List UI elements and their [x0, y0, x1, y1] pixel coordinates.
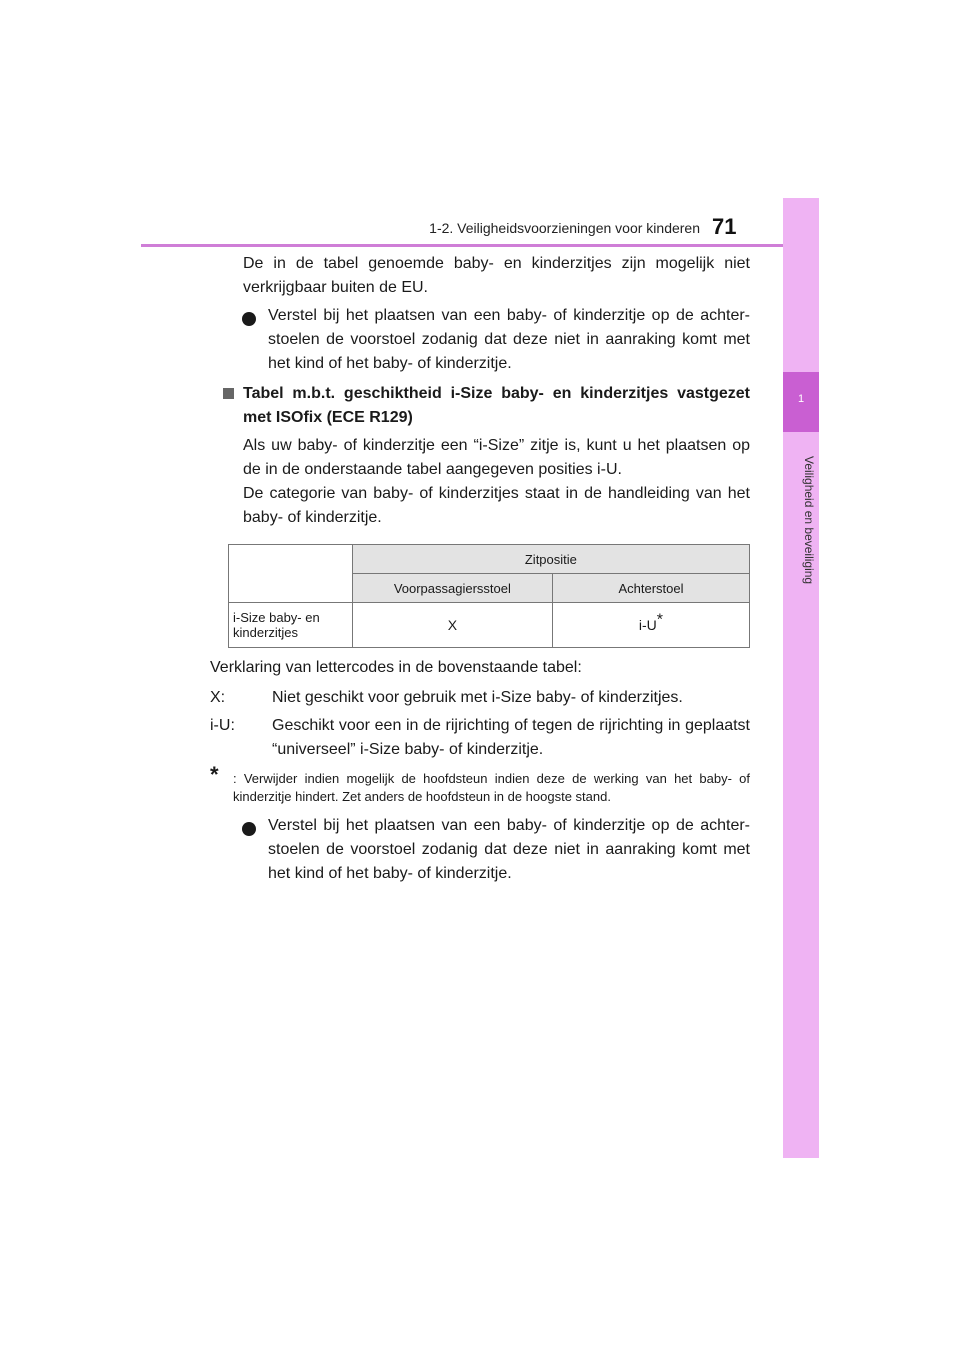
header-rule: [141, 244, 819, 247]
section-heading: [210, 382, 750, 430]
section-heading-text: Tabel m.b.t. geschiktheid i-Size baby- en kinderzitjes vastgezet met ISOfix (ECE R129): [243, 385, 750, 426]
footnote: [210, 762, 750, 806]
bullet-dot-icon: [242, 312, 256, 326]
square-bullet-icon: [223, 388, 234, 399]
bullet-dot-icon: [242, 822, 256, 836]
side-tab-number: 1: [797, 393, 805, 405]
bullet-item: [210, 814, 750, 886]
side-tab-label: Veiligheid en beveiliging: [802, 455, 816, 585]
legend-text: Niet geschikt voor gebruik met i-Size baby- of kinderzitjes.: [272, 689, 683, 706]
table-cell: X: [352, 603, 552, 648]
footnote-asterisk: *: [210, 762, 219, 787]
legend-item: [210, 714, 750, 762]
isize-suitability-table: [228, 544, 750, 648]
table-row-label: i-Size baby- en kinderzitjes: [229, 603, 353, 648]
legend-title: Verklaring van lettercodes in de bovenstaande tabel:: [210, 659, 582, 676]
intro-paragraph: De in de tabel genoemde baby- en kinderzitjes zijn mogelijk niet verkrijgbaar buiten de EU.: [243, 255, 750, 296]
legend-key: i-U:: [210, 717, 235, 734]
table-cell-value: i-U: [638, 617, 657, 633]
header-section-title: 1-2. Veiligheidsvoorzieningen voor kinderen: [429, 220, 700, 236]
main-content: [210, 252, 750, 892]
bullet-item: [210, 304, 750, 376]
legend-text: Geschikt voor een in de rijrichting of tegen de rijrichting in geplaatst “universeel” i-Size baby- of kinderzitje.: [272, 717, 750, 758]
bullet-text: Verstel bij het plaatsen van een baby- of kinderzitje op de achter-stoelen de voorstoel zodanig dat deze niet in aanraking komt met het kind of het baby- of kinderzitje.: [268, 307, 750, 372]
isize-paragraph: Als uw baby- of kinderzitje een “i-Size” zitje is, kunt u het plaatsen op de in de onderstaande tabel aangegeven posities i-U.: [243, 437, 750, 478]
footnote-marker: *: [656, 611, 664, 629]
table-col-header: Achterstoel: [552, 574, 749, 603]
category-paragraph: De categorie van baby- of kinderzitjes staat in de handleiding van het baby- of kinderzitje.: [243, 485, 750, 526]
legend-key: X:: [210, 689, 226, 706]
table-corner-cell: [229, 545, 353, 603]
footnote-text: : Verwijder indien mogelijk de hoofdsteun indien deze de werking van het baby- of kinderzitje hindert. Zet anders de hoofdsteun in de hoogste stand.: [233, 771, 750, 804]
table-group-header: Zitpositie: [352, 545, 749, 574]
page-number: 71: [712, 214, 737, 239]
side-tab-strip: [783, 198, 819, 1158]
bullet-text: Verstel bij het plaatsen van een baby- of kinderzitje op de achter-stoelen de voorstoel zodanig dat deze niet in aanraking komt met het kind of het baby- of kinderzitje.: [268, 817, 750, 882]
legend-item: [210, 686, 750, 710]
table-col-header: Voorpassagiersstoel: [352, 574, 552, 603]
table-cell: [552, 603, 749, 648]
table-row: [229, 603, 750, 648]
